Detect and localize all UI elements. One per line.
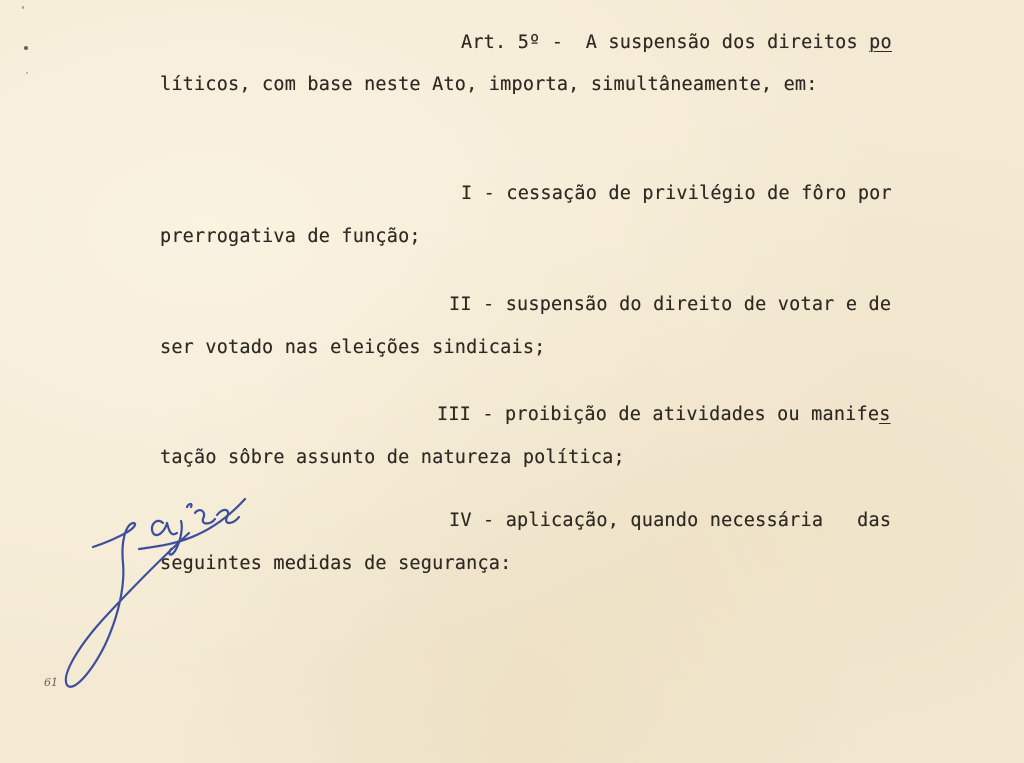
item-3-hyphenated: s [879, 404, 891, 425]
item-2-line-1: II - suspensão do direito de votar e de [449, 294, 892, 315]
item-2-line-2: ser votado nas eleições sindicais; [160, 337, 546, 358]
handwritten-signature [55, 485, 255, 700]
paper-speck [22, 6, 24, 9]
item-1-line-2: prerrogativa de função; [160, 226, 421, 247]
article-continuation: líticos, com base neste Ato, importa, simultâneamente, em: [160, 74, 818, 95]
article-heading [461, 32, 892, 54]
article-heading-hyphenated: po [869, 32, 892, 53]
paper-speck [24, 46, 28, 50]
page-mark: 61 [44, 676, 58, 689]
item-3-line-1 [437, 404, 891, 426]
item-4-line-1: IV - aplicação, quando necessária das [449, 510, 892, 531]
item-1-line-1: I - cessação de privilégio de fôro por [461, 183, 892, 204]
item-3-line-2: tação sôbre assunto de natureza política; [160, 447, 625, 468]
article-heading-text: Art. 5º - A suspensão dos direitos [461, 32, 870, 53]
item-3-line-1-text: III - proibição de atividades ou manife [437, 404, 880, 425]
item-4-line-2: seguintes medidas de segurança: [160, 553, 512, 574]
paper-speck [26, 72, 28, 74]
